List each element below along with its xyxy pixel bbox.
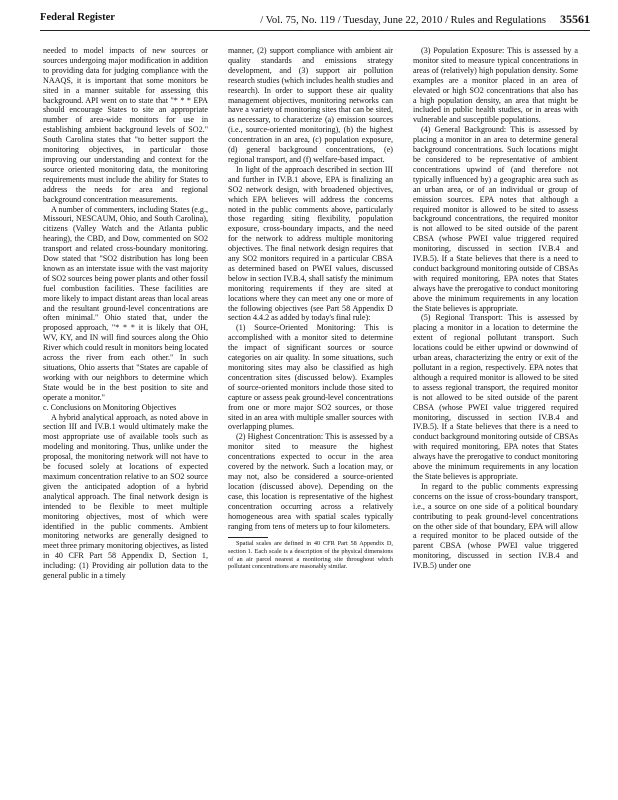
paragraph: (3) Population Exposure: This is assessed by a monitor sited to measure typical concentrations in areas of (relatively) high population density. Some examples are a monitor placed in an area of elevated or high SO2 concentrations that also has a high population density, an area that might be included in public health studies, or in areas with vulnerable and susceptible populations. [413, 46, 578, 125]
paragraph: A number of commenters, including States (e.g., Missouri, NESCAUM, Ohio, and South Carolina), citizens (Valley Watch and the Atlanta public hearing), the CBD, and Dow, commented on SO2 transport and related cross-boundary monitoring. Dow stated that "SO2 distribution has long been known as an interstate issue with the vast majority of SO2 sources being power plants and other fossil fuel combustion facilities. These facilities are more likely to impact distant areas than local areas and the resultant ground-level concentrations are often minimal." Ohio stated that, under the proposed approach, "* * * it is likely that OH, WV, KY, and IN will find sources along the Ohio River which could result in monitors being located across the river from each other." In such situations, Ohio asserts that "States are capable of working with our neighbors to determine which State would be in the best position to site and operate a monitor." [43, 204, 208, 402]
section-heading: c. Conclusions on Monitoring Objectives [43, 402, 177, 412]
column-2 [228, 46, 393, 571]
paragraph: (1) Source-Oriented Monitoring: This is accomplished with a monitor sited to determine the impact of significant sources or source categories on air quality. In some situations, such monitoring sites may also be classified as high concentration sites (discussed below). Examples of source-oriented monitors include those sited to capture or assess peak ground-level concentrations from one or more major SO2 sources, or those sited in an area with multiple smaller sources with overlapping plumes. [228, 323, 393, 432]
paragraph: manner, (2) support compliance with ambient air quality standards and emissions strategy development, and (3) support air pollution research studies (which includes health studies and research). In order to support these air quality management objectives, monitoring networks can have a variety of monitoring sites that can be sited, as necessary, to characterize (a) emission sources (i.e., source-oriented monitoring), (b) the highest concentration in an area, (c) population exposure, (d) general background concentrations, (e) regional transport, and (f) welfare-based impact. [228, 46, 393, 164]
page-header [40, 12, 590, 28]
paragraph: A hybrid analytical approach, as noted above in section III and IV.B.1 would ultimately make the most appropriate use of available tools such as modeling and monitoring. Thus, unlike under the proposal, the monitoring network will not have to be focused solely at locations of expected maximum concentration relative to an SO2 source given the anticipated adoption of a hybrid analytical approach. The final network design is intended to be flexible to meet multiple monitoring objectives, most of which were identified in the public comments. Ambient monitoring networks are generally designed to meet three primary monitoring objectives, as listed in 40 CFR Part 58 Appendix D, Section 1, including: (1) Providing air pollution data to the general public in a timely [43, 412, 208, 581]
header-right [260, 12, 590, 27]
paragraph: (2) Highest Concentration: This is assessed by a monitor sited to measure the highest concentrations expected to occur in the area covered by the network. Such a location may, or may not, also be considered a source-oriented location (discussed above). Depending on the case, this location is representative of the highest concentration occurring across a relatively homogeneous area with spatial scales typically ranging from tens of meters up to four kilometers. [228, 432, 393, 531]
footnote: Spatial scales are defined in 40 CFR Part 58 Appendix D, section 1. Each scale is a description of the physical dimensions of an air parcel nearest a monitoring site throughout which pollutant concentrations are reasonably similar. [228, 540, 393, 571]
header-rule [40, 30, 590, 31]
column-3 [413, 46, 578, 571]
paragraph: (5) Regional Transport: This is assessed by placing a monitor in a location to determine the extent of regional pollutant transport. Such locations could be either upwind or downwind of urban areas, characterizing the entry or exit of the pollutant in a region, respectively. EPA notes that although a required monitor is allowed to be sited to assess regional transport, the required monitor is not allowed to be sited outside of the parent CBSA (whose PWEI value triggered required monitoring, discussed in section IV.B.4 and IV.B.5). If a State believes that there is a need to conduct background monitoring outside of CBSAs with required monitoring, EPA notes that States always have the prerogative to conduct monitoring above the minimum requirements in any location the State believes is appropriate. [413, 313, 578, 481]
column-1 [43, 46, 208, 581]
federal-register-title: Federal Register [40, 12, 116, 23]
page-number: 35561 [560, 12, 590, 26]
paragraph: In light of the approach described in section III and further in IV.B.1 above, EPA is finalizing an SO2 network design, with broadened objectives, which EPA believes will address the concerns noted in the public comments above, particularly those regarding siting flexibility, population exposure, cross-boundary impacts, and the need for the network to address multiple monitoring objectives. The final network design requires that any SO2 monitors required in a particular CBSA as determined based on PWEI values, discussed below in section IV.B.4, shall satisfy the minimum monitoring requirements if they are sited at locations where they can meet any one or more of the following objectives (see Part 58 Appendix D section 4.4.2 as added by today's final rule): [228, 164, 393, 323]
paragraph: In regard to the public comments expressing concerns on the issue of cross-boundary transport, i.e., a source on one side of a political boundary contributing to peak ground-level concentrations on the other side of that boundary, EPA will allow a required monitor to be placed outside of the parent CBSA (whose PWEI value triggered monitoring, discussed in section IV.B.4 and IV.B.5) under one [413, 481, 578, 571]
footnote-rule [228, 537, 268, 538]
paragraph: needed to model impacts of new sources or sources undergoing major modification in addition to providing data for judging compliance with the NAAQS, it is important that some monitors be sited in a manner suitable for assessing this background. API went on to state that "* * * EPA should encourage States to site an appropriate number of area-wide monitors for use in establishing ambient background levels of SO2." South Carolina states that "to better support the monitoring objectives, in particular those improving our understanding and context for the source oriented monitoring data, the monitoring requirements must include the ability for States to address the needs for area and regional background concentration measurements. [43, 46, 208, 204]
paragraph: (4) General Background: This is assessed by placing a monitor in an area to determine general background concentrations. Such locations might be considered to be representative of ambient concentrations upwind of (and therefore not typically influenced by) a geographic area such as an urban area, or of an individual or group of emission sources. EPA notes that although a required monitor is allowed to be sited to assess background concentrations, the required monitor is not allowed to be sited outside of the parent CBSA (whose PWEI value triggered required monitoring, discussed in section IV.B.4 and IV.B.5). If a State believes that there is a need to conduct background monitoring outside of CBSAs with required monitoring, EPA notes that States always have the prerogative to conduct monitoring above the minimum requirements in any location the State believes is appropriate. [413, 125, 578, 313]
header-citation: / Vol. 75, No. 119 / Tuesday, June 22, 2010 / Rules and Regulations [260, 15, 546, 26]
